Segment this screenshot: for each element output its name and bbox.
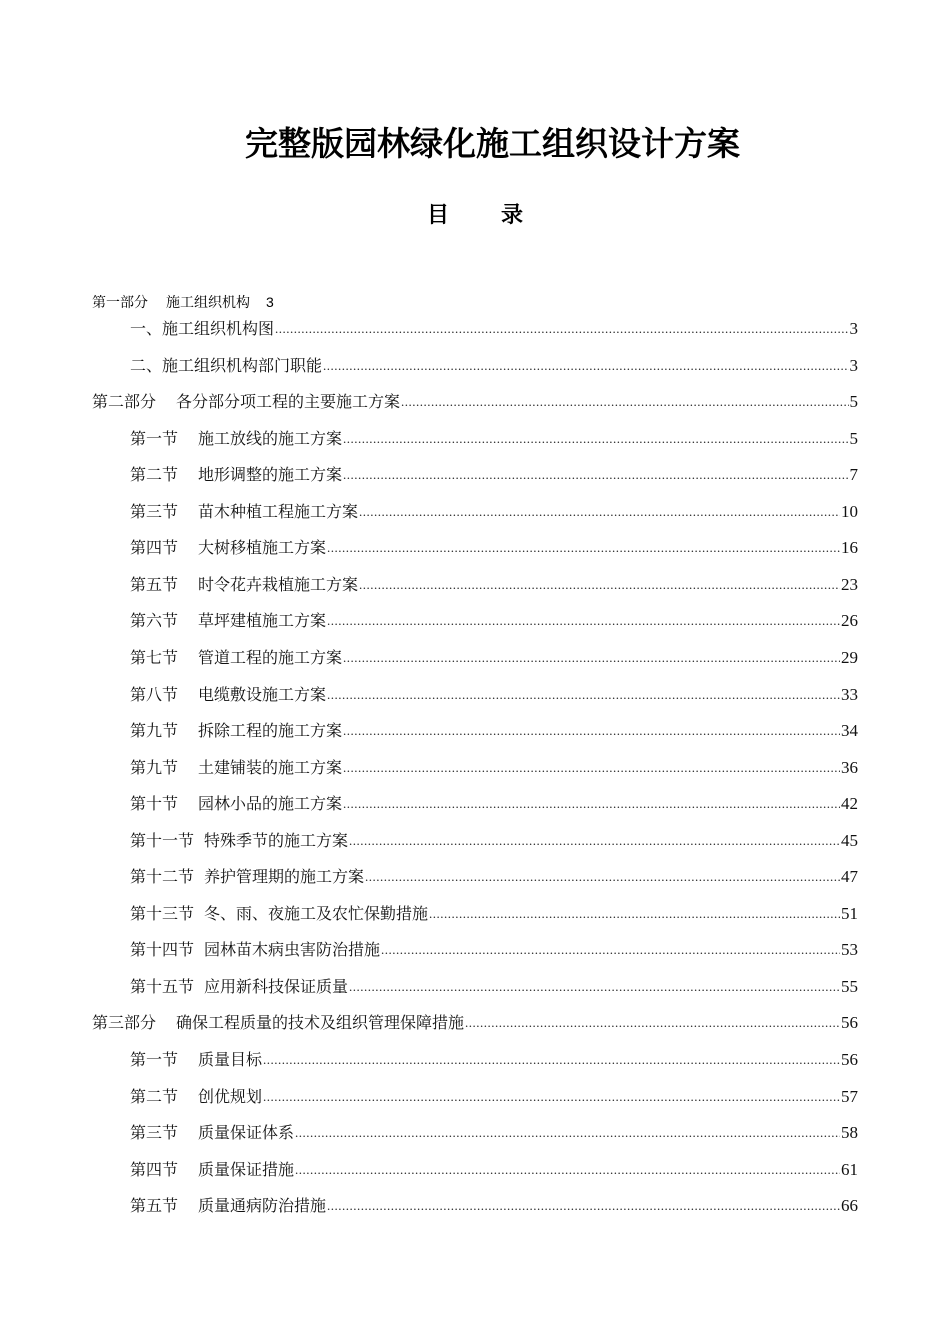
toc-entry-number: 第四节 bbox=[130, 538, 179, 558]
toc-entry-page: 5 bbox=[849, 392, 858, 412]
toc-entry-title: 质量保证体系 bbox=[198, 1123, 295, 1143]
toc-entry-page: 45 bbox=[841, 830, 858, 850]
document-title: 完整版园林绿化施工组织设计方案 bbox=[245, 124, 740, 163]
toc-entry-page: 58 bbox=[841, 1123, 858, 1143]
toc-entry-title: 创优规划 bbox=[198, 1086, 263, 1106]
toc-entry-label bbox=[130, 572, 358, 595]
toc-entry-page: 56 bbox=[841, 1050, 858, 1069]
toc-dot-leader bbox=[381, 938, 840, 960]
toc-entry-title: 特殊季节的施工方案 bbox=[204, 830, 349, 850]
toc-entry-page: 33 bbox=[841, 684, 858, 704]
toc-entry-title: 草坪建植施工方案 bbox=[198, 611, 327, 631]
toc-section-entry[interactable] bbox=[130, 975, 858, 997]
toc-dot-leader bbox=[359, 573, 840, 595]
toc-dot-leader bbox=[343, 427, 848, 449]
toc-part-one-title: 施工组织机构 bbox=[166, 295, 250, 311]
toc-entry-title: 地形调整的施工方案 bbox=[198, 465, 343, 485]
toc-section-entry[interactable] bbox=[130, 463, 858, 485]
toc-entry-label bbox=[130, 864, 364, 887]
toc-entry-label bbox=[130, 791, 342, 814]
toc-entry-label bbox=[130, 1157, 294, 1180]
toc-section-entry[interactable] bbox=[130, 317, 858, 339]
toc-entry-label bbox=[130, 535, 326, 558]
toc-entry-number: 第十节 bbox=[130, 794, 179, 814]
toc-section-entry[interactable] bbox=[130, 1158, 858, 1180]
toc-entry-label bbox=[130, 974, 348, 997]
toc-part-one-number: 第一部分 bbox=[92, 295, 148, 311]
toc-dot-leader bbox=[343, 719, 840, 741]
toc-dot-leader bbox=[349, 829, 840, 851]
toc-entry-number: 第三节 bbox=[130, 501, 179, 521]
toc-entry-number: 第六节 bbox=[130, 611, 179, 631]
toc-entry-title: 养护管理期的施工方案 bbox=[204, 867, 365, 887]
toc-entry-label bbox=[130, 1084, 262, 1107]
toc-dot-leader bbox=[327, 683, 840, 705]
toc-section-entry[interactable] bbox=[130, 354, 858, 376]
toc-entry-label bbox=[130, 462, 342, 485]
toc-entry-number: 二、 bbox=[130, 355, 163, 375]
toc-dot-leader bbox=[359, 500, 840, 522]
toc-dot-leader bbox=[327, 1194, 840, 1216]
toc-entry-number: 第十三节 bbox=[130, 903, 195, 923]
toc-section-entry[interactable] bbox=[130, 1048, 858, 1070]
toc-dot-leader bbox=[343, 646, 840, 668]
toc-dot-leader bbox=[343, 792, 840, 814]
toc-dot-leader bbox=[295, 1121, 840, 1143]
toc-entry-title: 质量通病防治措施 bbox=[198, 1196, 327, 1216]
toc-dot-leader bbox=[327, 536, 840, 558]
toc-entry-page: 42 bbox=[841, 794, 858, 814]
toc-entry-label bbox=[130, 1193, 326, 1216]
toc-dot-leader bbox=[327, 609, 840, 631]
toc-section-entry[interactable] bbox=[130, 1121, 858, 1143]
toc-entry-page: 47 bbox=[841, 867, 858, 887]
toc-entry-page: 26 bbox=[841, 611, 858, 631]
toc-entry-title: 拆除工程的施工方案 bbox=[198, 721, 343, 741]
toc-heading-left: 目 bbox=[426, 202, 449, 228]
toc-entry-number: 一、 bbox=[130, 319, 163, 338]
toc-section-entry[interactable] bbox=[130, 646, 858, 668]
toc-entry-title: 土建铺装的施工方案 bbox=[198, 757, 343, 777]
toc-entry-page: 56 bbox=[841, 1013, 858, 1033]
toc-entry-number: 第一节 bbox=[130, 1050, 179, 1069]
toc-entry-number: 第九节 bbox=[130, 757, 179, 777]
toc-entry-page: 29 bbox=[841, 647, 858, 667]
toc-section-entry[interactable] bbox=[130, 902, 858, 924]
toc-part-one-page: 3 bbox=[266, 294, 274, 310]
toc-dot-leader bbox=[295, 1158, 840, 1180]
toc-entry-label bbox=[130, 316, 274, 339]
toc-entry-number: 第二部分 bbox=[92, 392, 157, 412]
toc-section-entry[interactable] bbox=[130, 829, 858, 851]
toc-entry-page: 57 bbox=[841, 1086, 858, 1106]
toc-entry-title: 质量保证措施 bbox=[198, 1159, 295, 1179]
toc-entry-title: 质量目标 bbox=[198, 1050, 263, 1069]
toc-entry-number: 第十四节 bbox=[130, 940, 195, 960]
toc-heading bbox=[0, 198, 950, 229]
toc-dot-leader bbox=[343, 756, 840, 778]
toc-entry-title: 园林小品的施工方案 bbox=[198, 794, 343, 814]
toc-entry-page: 55 bbox=[841, 976, 858, 996]
toc-section-entry[interactable] bbox=[130, 938, 858, 960]
toc-section-entry[interactable] bbox=[130, 1194, 858, 1216]
toc-entry-page: 66 bbox=[841, 1196, 858, 1216]
toc-dot-leader bbox=[401, 390, 848, 412]
toc-entry-title: 苗木种植工程施工方案 bbox=[198, 501, 359, 521]
toc-section-entry[interactable] bbox=[130, 792, 858, 814]
toc-entry-label bbox=[130, 937, 380, 960]
toc-entry-number: 第七节 bbox=[130, 647, 179, 667]
toc-entry-page: 23 bbox=[841, 574, 858, 594]
toc-entry-label bbox=[130, 426, 342, 449]
toc-entry-label bbox=[130, 499, 358, 522]
toc-section-entry[interactable] bbox=[130, 719, 858, 741]
toc-section-entry[interactable] bbox=[130, 609, 858, 631]
toc-entry-page: 7 bbox=[849, 465, 858, 485]
toc-dot-leader bbox=[275, 317, 848, 339]
toc-entry-label bbox=[130, 608, 326, 631]
toc-part-entry[interactable] bbox=[92, 1011, 858, 1033]
toc-entry-page: 51 bbox=[841, 903, 858, 923]
toc-entry-title: 应用新科技保证质量 bbox=[204, 976, 349, 996]
toc-entry-label bbox=[130, 645, 342, 668]
toc-entry-label bbox=[130, 1120, 294, 1143]
toc-entry-page: 34 bbox=[841, 721, 858, 741]
toc-entry-title: 电缆敷设施工方案 bbox=[198, 684, 327, 704]
toc-section-entry[interactable] bbox=[130, 756, 858, 778]
toc-entry-number: 第三部分 bbox=[92, 1013, 157, 1033]
toc-section-entry[interactable] bbox=[130, 683, 858, 705]
toc-entry-page: 3 bbox=[849, 319, 858, 338]
toc-entry-page: 5 bbox=[849, 428, 858, 448]
toc-section-entry[interactable] bbox=[130, 865, 858, 887]
toc-entry-number: 第二节 bbox=[130, 1086, 179, 1106]
toc-entry-page: 16 bbox=[841, 538, 858, 558]
toc-entry-label bbox=[130, 828, 348, 851]
toc-entry-title: 冬、雨、夜施工及农忙保勤措施 bbox=[204, 903, 429, 923]
toc-dot-leader bbox=[429, 902, 840, 924]
toc-section-entry[interactable] bbox=[130, 536, 858, 558]
toc-entry-number: 第九节 bbox=[130, 721, 179, 741]
toc-section-entry[interactable] bbox=[130, 1085, 858, 1107]
toc-entry-title: 时令花卉栽植施工方案 bbox=[198, 574, 359, 594]
toc-entry-label bbox=[92, 1010, 464, 1033]
toc-dot-leader bbox=[323, 354, 848, 376]
toc-entry-page: 36 bbox=[841, 757, 858, 777]
toc-entry-number: 第十二节 bbox=[130, 867, 195, 887]
toc-entry-title: 确保工程质量的技术及组织管理保障措施 bbox=[176, 1013, 465, 1033]
toc-entry-title: 施工放线的施工方案 bbox=[198, 428, 343, 448]
toc-entry-number: 第十一节 bbox=[130, 830, 195, 850]
toc-entry-title: 管道工程的施工方案 bbox=[198, 647, 343, 667]
toc-entry-page: 3 bbox=[849, 355, 858, 375]
toc-entry-title: 大树移植施工方案 bbox=[198, 538, 327, 558]
toc-heading-right: 录 bbox=[501, 202, 524, 228]
toc-entry-number: 第五节 bbox=[130, 574, 179, 594]
toc-entry-number: 第二节 bbox=[130, 465, 179, 485]
toc-entry-title: 施工组织机构部门职能 bbox=[162, 355, 323, 375]
toc-dot-leader bbox=[343, 463, 848, 485]
toc-entry-number: 第三节 bbox=[130, 1123, 179, 1143]
toc-entry-label bbox=[92, 389, 400, 412]
toc-entry-page: 10 bbox=[841, 501, 858, 521]
toc-dot-leader bbox=[263, 1085, 840, 1107]
toc-entry-label bbox=[130, 755, 342, 778]
toc-entry-number: 第八节 bbox=[130, 684, 179, 704]
toc-entry-title: 施工组织机构图 bbox=[162, 319, 275, 338]
toc-dot-leader bbox=[365, 865, 840, 887]
toc-entry-label bbox=[130, 718, 342, 741]
toc-entry-number: 第四节 bbox=[130, 1159, 179, 1179]
toc-part-one[interactable] bbox=[92, 292, 274, 312]
toc-entry-page: 61 bbox=[841, 1159, 858, 1179]
toc-section-entry[interactable] bbox=[130, 500, 858, 522]
toc-entry-page: 53 bbox=[841, 940, 858, 960]
toc-entry-number: 第一节 bbox=[130, 428, 179, 448]
toc-entry-label bbox=[130, 1047, 262, 1070]
toc-entry-title: 各分部分项工程的主要施工方案 bbox=[176, 392, 401, 412]
toc-section-entry[interactable] bbox=[130, 573, 858, 595]
toc-dot-leader bbox=[465, 1011, 840, 1033]
toc-dot-leader bbox=[349, 975, 840, 997]
toc-part-entry[interactable] bbox=[92, 390, 858, 412]
toc-entry-label bbox=[130, 682, 326, 705]
toc-entry-label bbox=[130, 901, 428, 924]
toc-section-entry[interactable] bbox=[130, 427, 858, 449]
toc-dot-leader bbox=[263, 1048, 840, 1070]
toc-entry-label bbox=[130, 353, 322, 376]
toc-entry-number: 第五节 bbox=[130, 1196, 179, 1216]
toc-entry-title: 园林苗木病虫害防治措施 bbox=[204, 940, 381, 960]
toc-entry-number: 第十五节 bbox=[130, 976, 195, 996]
